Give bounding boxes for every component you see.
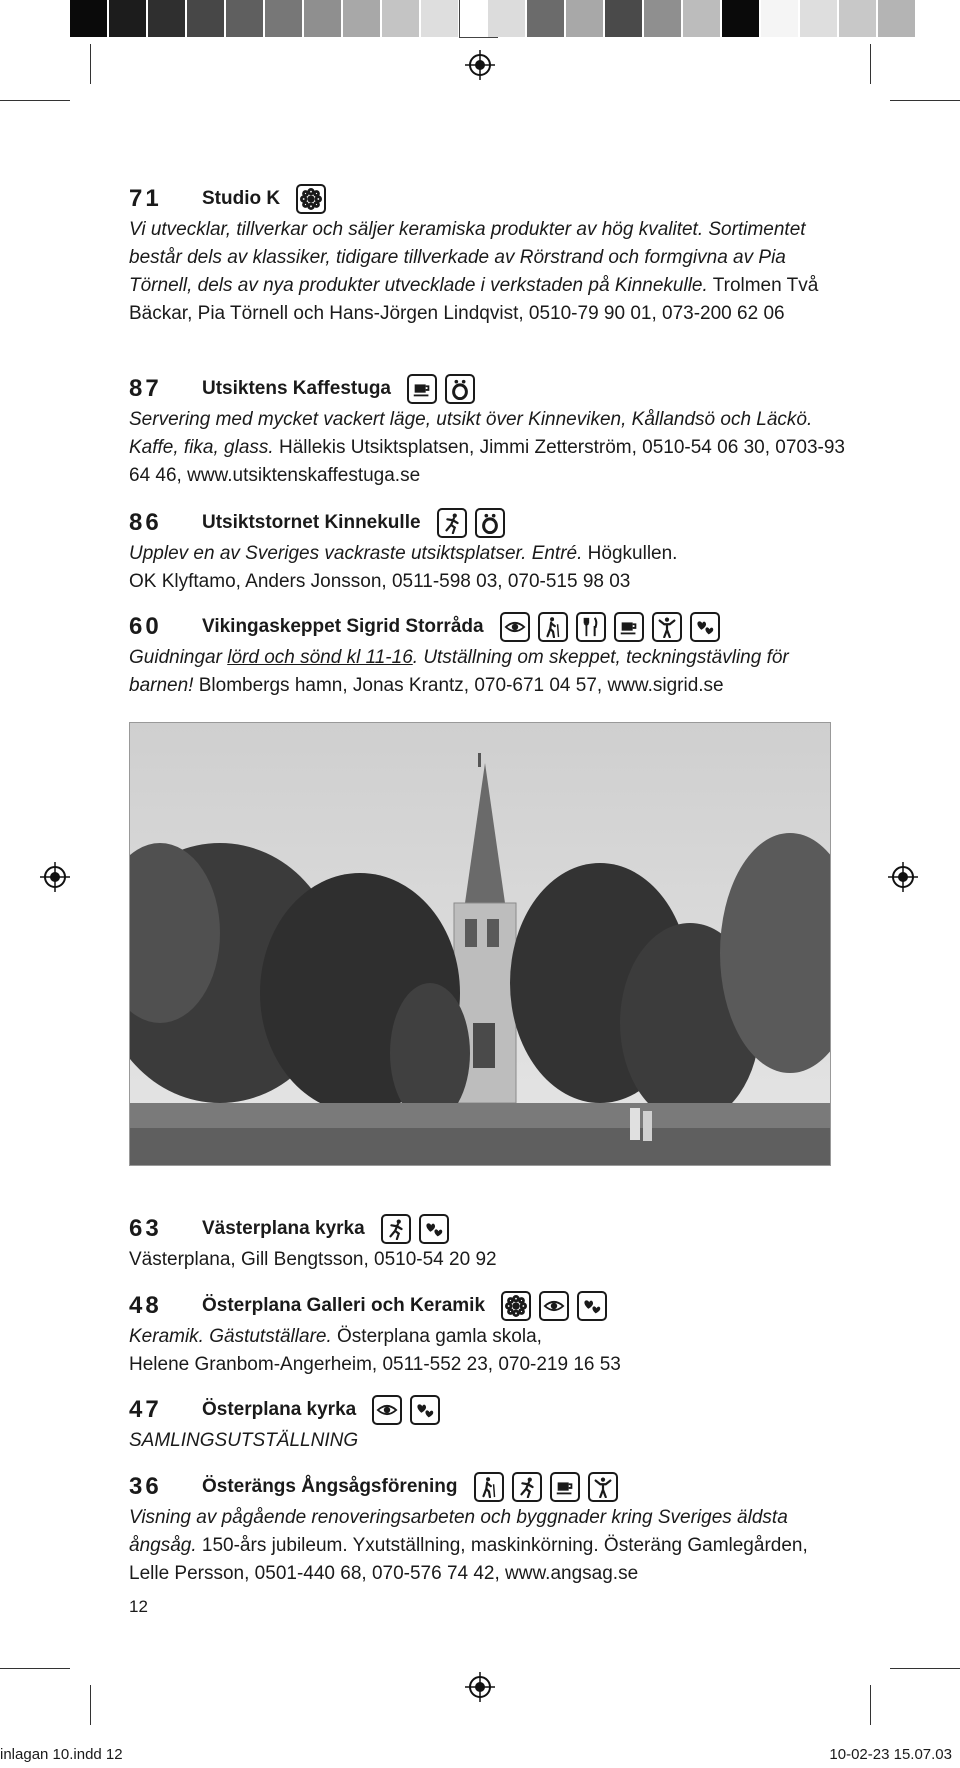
person-arms-up-icon [652,612,682,642]
hearts-icon [577,1291,607,1321]
entry-icons [407,374,475,404]
color-swatch [761,0,798,37]
entry-60 [129,610,849,700]
color-swatch [527,0,564,37]
hearts-icon [410,1395,440,1425]
eye-icon [372,1395,402,1425]
page-number: 12 [129,1597,148,1616]
text-segment: SAMLINGSUTSTÄLLNING [129,1430,359,1451]
slug-date: 10-02-23 15.07.03 [829,1746,952,1763]
entry-87 [129,372,849,490]
person-arms-up-icon [588,1472,618,1502]
color-swatch [148,0,185,37]
coffee-cup-icon [614,612,644,642]
cutlery-icon [576,612,606,642]
color-swatch [70,0,107,37]
entry-description [129,540,849,568]
color-swatch [304,0,341,37]
color-swatch [878,0,915,37]
entry-description [129,1351,849,1379]
text-segment: . Utställning om skeppet, teckningstävling för barnen! [129,647,789,696]
entry-number: 63 [129,1215,162,1242]
o-umlaut-icon [445,374,475,404]
o-umlaut-icon [475,508,505,538]
entry-number: 48 [129,1292,162,1319]
entry-title: Utsiktens Kaffestuga [202,378,391,399]
entry-title: Utsiktstornet Kinnekulle [202,512,421,533]
entry-63 [129,1212,849,1274]
color-swatch [421,0,458,37]
color-swatch [839,0,876,37]
crop-mark [0,100,70,101]
entry-icons [372,1395,440,1425]
entry-heading [129,1289,849,1323]
text-segment: Upplev en av Sveriges vackraste utsiktsplatser. Entré. [129,543,583,564]
entry-icons [501,1291,607,1321]
entry-icons [500,612,720,642]
entry-heading [129,1212,849,1246]
entry-48 [129,1289,849,1379]
hiker-icon [538,612,568,642]
color-swatch [343,0,380,37]
color-calibration-bar-left [70,0,499,40]
text-segment: Visning av pågående renoveringsarbeten och byggnader kring Sveriges äldsta ångsåg. [129,1507,788,1556]
entry-description [129,1323,849,1351]
registration-mark-icon [888,862,918,892]
eye-icon [539,1291,569,1321]
entry-number: 60 [129,613,162,640]
text-segment: 150-års jubileum. Yxutställning, maskinkörning. Österäng Gamlegården, Lelle Persson, 0501-440 68, 070-576 74 42, www.angsag.se [129,1535,808,1584]
entry-description [129,1246,849,1274]
entry-title: Österplana kyrka [202,1399,357,1420]
entry-36 [129,1470,849,1588]
entry-heading [129,1470,849,1504]
entry-description [129,1504,849,1588]
entry-title: Vikingaskeppet Sigrid Storråda [202,616,484,637]
crop-mark [0,1668,70,1669]
text-segment: OK Klyftamo, Anders Jonsson, 0511-598 03, 070-515 98 03 [129,571,631,592]
running-person-icon [381,1214,411,1244]
entry-number: 87 [129,375,162,402]
entry-86 [129,506,849,596]
color-swatch [109,0,146,37]
text-segment: Trolmen Två Bäckar, Pia Törnell och Hans-Jörgen Lindqvist, 0510-79 90 01, 073-200 62 06 [129,275,819,324]
registration-mark-icon [40,862,70,892]
slug-file: inlagan 10.indd 12 [0,1746,123,1763]
entry-number: 86 [129,509,162,536]
entry-title: Västerplana kyrka [202,1218,365,1239]
entry-heading [129,610,849,644]
text-segment: lörd och sönd kl 11-16 [227,647,413,668]
crop-mark [90,1685,91,1725]
flower-icon [501,1291,531,1321]
color-calibration-bar-right [488,0,917,40]
entry-number: 47 [129,1396,162,1423]
eye-icon [500,612,530,642]
coffee-cup-icon [550,1472,580,1502]
entry-icons [474,1472,618,1502]
crop-mark [890,100,960,101]
hiker-icon [474,1472,504,1502]
text-segment: Blombergs hamn, Jonas Krantz, 070-671 04 57, www.sigrid.se [193,675,724,696]
crop-mark [870,44,871,84]
entry-47 [129,1393,849,1455]
color-swatch [800,0,837,37]
church-photo [129,722,831,1166]
color-swatch [187,0,224,37]
running-person-icon [512,1472,542,1502]
entry-heading [129,182,849,216]
entry-heading [129,372,849,406]
entry-heading [129,1393,849,1427]
color-swatch [488,0,525,37]
entry-description [129,568,849,596]
hearts-icon [690,612,720,642]
entry-title: Österängs Ångsågsförening [202,1476,458,1497]
entry-number: 36 [129,1473,162,1500]
entry-71 [129,182,849,328]
entry-icons [381,1214,449,1244]
entry-number: 71 [129,185,162,212]
color-swatch [566,0,603,37]
color-swatch [265,0,302,37]
entry-description [129,644,849,700]
running-person-icon [437,508,467,538]
flower-icon [296,184,326,214]
color-swatch [722,0,759,37]
text-segment: Hällekis Utsiktsplatsen, Jimmi Zetterström, 0510-54 06 30, 0703-93 64 46, www.utsiktenskaffestuga.se [129,437,845,486]
text-segment: Vi utvecklar, tillverkar och säljer keramiska produkter av hög kvalitet. Sortimentet består dels av klassiker, tidigare tillverkade av Rörstrand och formgivna av Pia Törnell, dels av nya produkter utvecklade i verkstaden på Kinnekulle. [129,219,806,296]
registration-mark-icon [465,50,495,80]
entry-icons [296,184,326,214]
entry-description [129,216,849,328]
text-segment: Österplana gamla skola, [331,1326,542,1347]
text-segment: Västerplana, Gill Bengtsson, 0510-54 20 92 [129,1249,497,1270]
coffee-cup-icon [407,374,437,404]
registration-mark-icon [465,1672,495,1702]
color-swatch [644,0,681,37]
text-segment: Servering med mycket vackert läge, utsikt över Kinneviken, Kållandsö och Läckö. Kaffe, fika, glass. [129,409,813,458]
crop-mark [870,1685,871,1725]
color-swatch [226,0,263,37]
entry-title: Studio K [202,188,281,209]
entry-icons [437,508,505,538]
text-segment: Guidningar [129,647,228,668]
color-swatch [605,0,642,37]
color-swatch [382,0,419,37]
color-swatch [683,0,720,37]
crop-mark [890,1668,960,1669]
crop-mark [90,44,91,84]
entry-title: Österplana Galleri och Keramik [202,1295,486,1316]
text-segment: Högkullen. [582,543,678,564]
text-segment: Keramik. Gästutställare. [129,1326,332,1347]
entry-description [129,1427,849,1455]
text-segment: Helene Granbom-Angerheim, 0511-552 23, 070-219 16 53 [129,1354,621,1375]
entry-heading [129,506,849,540]
entry-description [129,406,849,490]
hearts-icon [419,1214,449,1244]
